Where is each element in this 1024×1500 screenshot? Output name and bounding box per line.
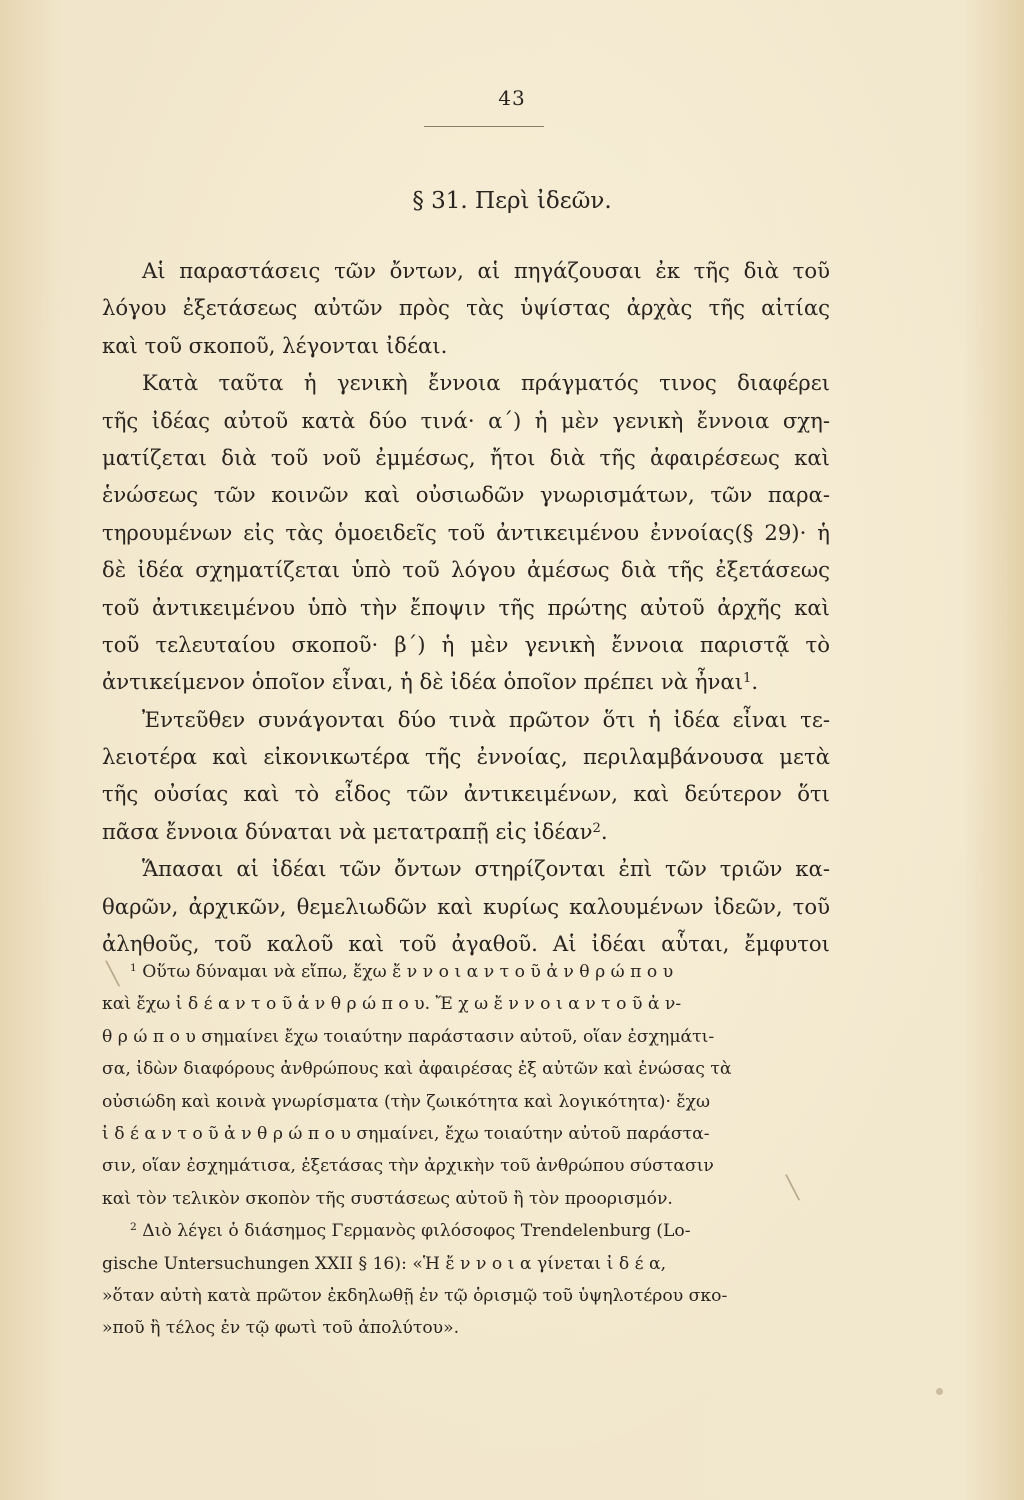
footnote-text: Οὕτω δύναμαι νὰ εἴπω, ἔχω ἔ ν ν ο ι α ν τ ο ῦ ἀ ν θ ρ ώ π ο υ — [142, 962, 674, 982]
pencil-mark: ╲ — [786, 1176, 800, 1201]
footnote-line: θ ρ ώ π ο υ σημαίνει ἔχω τοιαύτην παράστασιν αὐτοῦ, οἵαν ἐσχημάτι- — [102, 1026, 715, 1047]
text-line: δὲ ἰδέα σχηματίζεται ὑπὸ τοῦ λόγου ἀμέσως διὰ τῆς ἐξετάσεως — [102, 557, 830, 583]
text-line: τῆς ἰδέας αὐτοῦ κατὰ δύο τινά· α´) ἡ μὲν γενικὴ ἔννοια σχη- — [102, 407, 830, 433]
paper-blemish — [936, 1388, 943, 1395]
footnote-line: ἰ δ έ α ν τ ο ῦ ἀ ν θ ρ ώ π ο υ σημαίνει, ἔχω τοιαύτην αὐτοῦ παράστα- — [102, 1123, 710, 1144]
text-line: καὶ τοῦ σκοποῦ, λέγονται ἰδέαι. — [102, 332, 448, 358]
text-line: Ἅπασαι αἱ ἰδέαι τῶν ὄντων στηρίζονται ἐπὶ τῶν τριῶν κα- — [142, 856, 830, 882]
text-line-content: ἀντικείμενον ὁποῖον εἶναι, ἡ δὲ ἰδέα ὁποῖον πρέπει νὰ ἦναι — [102, 669, 744, 695]
text-line: ἑνώσεως τῶν κοινῶν καὶ οὐσιωδῶν γνωρισμάτων, τῶν παρα- — [102, 482, 830, 508]
text-line: ἀληθοῦς, τοῦ καλοῦ καὶ τοῦ ἀγαθοῦ. Αἱ ἰδέαι αὗται, ἔμφυτοι — [102, 931, 830, 957]
main-text — [102, 252, 830, 962]
text-line: ματίζεται διὰ τοῦ νοῦ ἐμμέσως, ἤτοι διὰ τῆς ἀφαιρέσεως καὶ — [102, 444, 830, 470]
footnotes — [102, 956, 830, 1345]
footnote-line — [102, 956, 830, 988]
footnote-text: Διὸ λέγει ὁ διάσημος Γερμανὸς φιλόσοφος Trendelenburg (Lo- — [142, 1221, 691, 1242]
footnote-number-1: 1 — [130, 961, 137, 975]
text-line: θαρῶν, ἀρχικῶν, θεμελιωδῶν καὶ κυρίως καλουμένων ἰδεῶν, τοῦ — [102, 893, 830, 919]
text-line: Αἱ παραστάσεις τῶν ὄντων, αἱ πηγάζουσαι ἐκ τῆς διὰ τοῦ — [142, 258, 830, 283]
footnote-number-2: 2 — [130, 1220, 137, 1234]
footnote-line: gische Untersuchungen XXII § 16): «Ἡ ἔ ν ν ο ι α γίνεται ἰ δ έ α, — [102, 1253, 667, 1274]
footnote-line: οὐσιώδη καὶ κοινὰ γνωρίσματα (τὴν ζωικότητα καὶ λογικότητα)· ἔχω — [102, 1091, 711, 1112]
text-line: Ἐντεῦθεν συνάγονται δύο τινὰ πρῶτον ὅτι ἡ ἰδέα εἶναι τε- — [142, 706, 830, 732]
text-line: ἀντικείμενον ὁποῖον εἶναι, ἡ δὲ ἰδέα ὁποῖον πρέπει νὰ ἦναι$^1$. — [102, 669, 759, 695]
pencil-mark: ╲ — [106, 962, 120, 987]
footnote-ref-2: 2 — [592, 820, 601, 836]
footnote-line: »ποῦ ἢ τέλος ἐν τῷ φωτὶ τοῦ ἀπολύτου». — [102, 1318, 460, 1339]
footnote-line: καὶ ἔχω ἰ δ έ α ν τ ο ῦ ἀ ν θ ρ ώ π ο υ. Ἔ χ ω ἔ ν ν ο ι α ν τ ο ῦ ἀ ν- — [102, 994, 682, 1015]
text-line: Κατὰ ταῦτα ἡ γενικὴ ἔννοια πράγματός τινος διαφέρει — [142, 370, 830, 396]
footnote-line: σα, ἰδὼν διαφόρους ἀνθρώπους καὶ ἀφαιρέσας ἐξ αὐτῶν καὶ ἑνώσας τὰ — [102, 1059, 732, 1080]
text-line: τῆς οὐσίας καὶ τὸ εἶδος τῶν ἀντικειμένων, καὶ δεύτερον ὅτι — [102, 781, 830, 807]
footnote-line — [102, 1215, 830, 1247]
text-line: τηρουμένων εἰς τὰς ὁμοειδεῖς τοῦ ἀντικειμένου ἐννοίας(§ 29)· ἡ — [102, 519, 830, 545]
text-line: λειοτέρα καὶ εἰκονικωτέρα τῆς ἐννοίας, περιλαμβάνουσα μετὰ — [102, 744, 830, 770]
text-line-content: πᾶσα ἔννοια δύναται νὰ μετατραπῇ εἰς ἰδέαν — [102, 818, 593, 844]
header-rule — [424, 126, 544, 127]
footnote-ref-1: 1 — [743, 671, 752, 687]
text-line: τοῦ τελευταίου σκοποῦ· β´) ἡ μὲν γενικὴ ἔννοια παριστᾷ τὸ — [102, 631, 830, 657]
text-line: τοῦ ἀντικειμένου ὑπὸ τὴν ἔποψιν τῆς πρώτης αὐτοῦ ἀρχῆς καὶ — [102, 594, 830, 620]
footnote-line: σιν, οἵαν ἐσχημάτισα, ἐξετάσας τὴν ἀρχικὴν τοῦ ἀνθρώπου σύστασιν — [102, 1156, 714, 1177]
footnote-line: »ὅταν αὐτὴ κατὰ πρῶτον ἐκδηλωθῇ ἐν τῷ ὁρισμῷ τοῦ ὑψηλοτέρου σκο- — [102, 1285, 728, 1306]
section-heading: § 31. Περὶ ἰδεῶν. — [412, 188, 612, 214]
text-line: λόγου ἐξετάσεως αὐτῶν πρὸς τὰς ὑψίστας ἀρχὰς τῆς αἰτίας — [102, 295, 830, 321]
page-number: 43 — [498, 86, 526, 110]
text-line: πᾶσα ἔννοια δύναται νὰ μετατραπῇ εἰς ἰδέαν$^2$. — [102, 818, 608, 844]
footnote-line: καὶ τὸν τελικὸν σκοπὸν τῆς συστάσεως αὐτοῦ ἢ τὸν προορισμόν. — [102, 1188, 673, 1209]
